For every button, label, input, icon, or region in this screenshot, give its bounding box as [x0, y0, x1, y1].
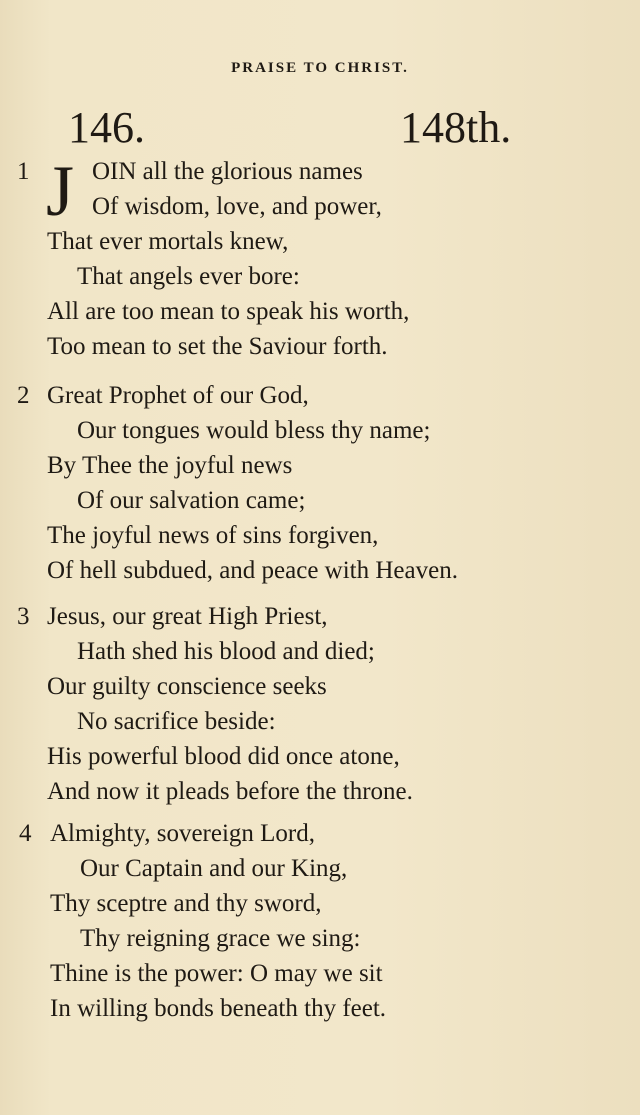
- verse-line: Hath shed his blood and died;: [77, 638, 375, 665]
- verse-line: The joyful news of sins forgiven,: [47, 522, 379, 549]
- verse-line: Of our salvation came;: [77, 487, 306, 514]
- verse-line: Thine is the power: O may we sit: [50, 960, 383, 987]
- verse-line: Great Prophet of our God,: [47, 382, 309, 409]
- verse-line: Thy sceptre and thy sword,: [50, 890, 322, 917]
- verse-line: OIN all the glorious names: [92, 158, 363, 185]
- verse-line: All are too mean to speak his worth,: [47, 298, 410, 325]
- verse-line: Almighty, sovereign Lord,: [50, 820, 316, 847]
- verse-line: His powerful blood did once atone,: [47, 743, 400, 770]
- verse-line: Our tongues would bless thy name;: [77, 417, 431, 444]
- verse-number: 4: [19, 820, 32, 847]
- verse-line: Thy reigning grace we sing:: [80, 925, 361, 952]
- verse-line: Too mean to set the Saviour forth.: [47, 333, 388, 360]
- hymn-meter: 148th.: [400, 103, 512, 152]
- verse-line: That angels ever bore:: [77, 263, 300, 290]
- drop-cap: J: [46, 151, 75, 231]
- verse-line: Jesus, our great High Priest,: [47, 603, 328, 630]
- verse-line: No sacrifice beside:: [77, 708, 276, 735]
- verse-line: By Thee the joyful news: [47, 452, 293, 479]
- verse-line: That ever mortals knew,: [47, 228, 289, 255]
- verse-line: Our Captain and our King,: [80, 855, 348, 882]
- running-title: PRAISE TO CHRIST.: [231, 60, 409, 76]
- verse-line: In willing bonds beneath thy feet.: [50, 995, 387, 1022]
- verse-number: 2: [17, 382, 30, 409]
- verse-line: Our guilty conscience seeks: [47, 673, 327, 700]
- verse-line: Of hell subdued, and peace with Heaven.: [47, 557, 458, 584]
- hymn-number: 146.: [68, 103, 145, 152]
- verse-number: 1: [17, 158, 30, 185]
- verse-line: Of wisdom, love, and power,: [92, 193, 382, 220]
- verse-number: 3: [17, 603, 30, 630]
- verse-line: And now it pleads before the throne.: [47, 778, 413, 805]
